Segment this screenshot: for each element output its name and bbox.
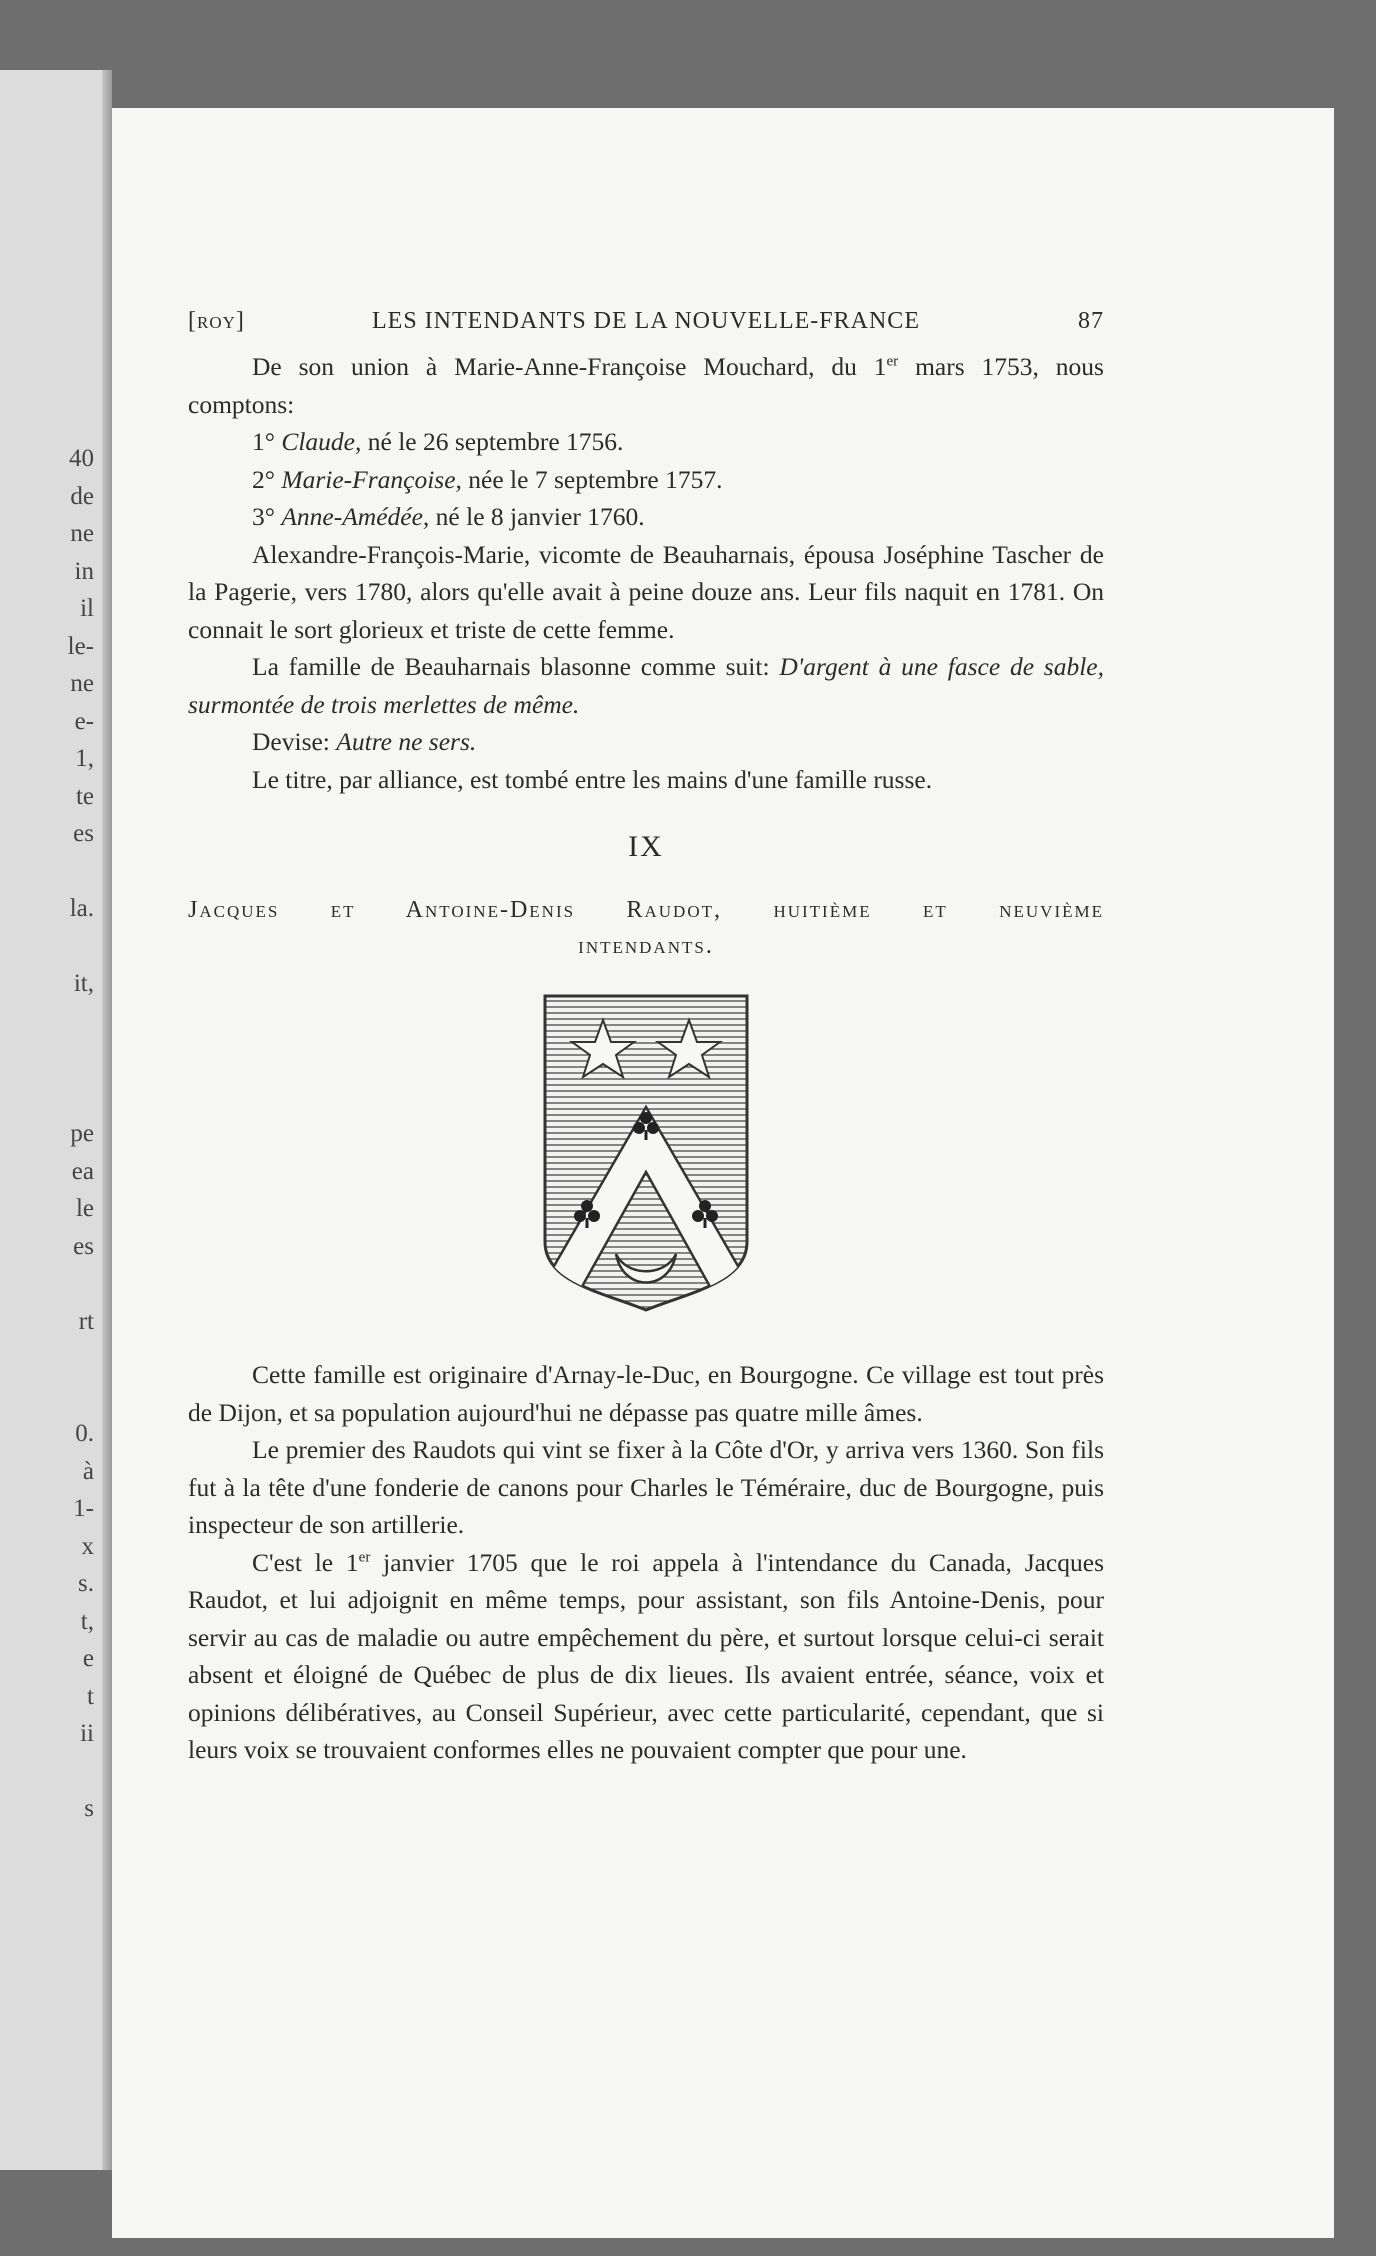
facing-page-fragment [0, 1753, 100, 1791]
body-paragraph: Le premier des Raudots qui vint se fixer à la Côte d'Or, y arriva vers 1360. Son fils fut à la tête d'une fonderie de canons pour Charles le Téméraire, duc de Bourgogne, puis inspecteur de son artillerie. [188, 1435, 1104, 1539]
facing-page-fragment: rt [78, 1307, 94, 1335]
facing-page-fragment: pe [70, 1120, 94, 1147]
facing-page-fragment: 0. [75, 1420, 94, 1447]
list-item: 3° Anne-Amédée, né le 8 janvier 1760. [252, 502, 645, 531]
facing-page-edge [0, 70, 112, 2170]
facing-page-fragment: t [87, 1682, 94, 1710]
intro-text-end: mars 1753, nous comptons: [188, 352, 1104, 419]
facing-page-fragment: 1- [73, 1495, 94, 1522]
page-fold-shadow [102, 70, 112, 2170]
facing-page-fragment: le [75, 1195, 94, 1222]
titre-paragraph: Le titre, par alliance, est tombé entre les mains d'une famille russe. [252, 764, 933, 794]
facing-page-fragment: ne [70, 670, 94, 697]
section-number: IX [628, 830, 664, 863]
children-list [188, 423, 1104, 536]
list-item: 2° Marie-Françoise, née le 7 septembre 1757. [252, 464, 723, 494]
facing-page-fragment: e [82, 1645, 94, 1672]
section-title [188, 892, 1104, 964]
facing-page-fragment: ea [71, 1157, 94, 1185]
facing-page-fragment [0, 1265, 100, 1303]
facing-page-fragment: s [84, 1795, 94, 1822]
devise-paragraph: Devise: Autre ne sers. [252, 727, 477, 756]
intro-paragraph [188, 348, 1104, 423]
facing-page-fragment [0, 1340, 100, 1378]
intro-superscript: er [886, 353, 899, 370]
facing-page-fragment: es [73, 1232, 94, 1260]
facing-page-fragment: ii [80, 1720, 94, 1747]
alexandre-paragraph: Alexandre-François-Marie, vicomte de Beauharnais, épousa Joséphine Tascher de la Pagerie, vers 1780, alors qu'elle avait à peine douze ans. Leur fils naquit en 1781. On connait le sort glorieux et triste de cette femme. [188, 539, 1104, 644]
facing-page-fragment [0, 1003, 100, 1041]
running-head-author: [roy] [188, 308, 245, 334]
facing-page-text-fragments [0, 440, 100, 1828]
facing-page-fragment [0, 1378, 100, 1416]
facing-page-fragment: te [75, 782, 94, 810]
facing-page-fragment: s. [78, 1570, 94, 1597]
book-page [112, 108, 1334, 2238]
facing-page-fragment: it, [73, 970, 94, 997]
blazon-paragraph: La famille de Beauharnais blasonne comme suit: D'argent à une fasce de sable, surmontée de trois merlettes de même. [188, 652, 1105, 719]
facing-page-fragment: la. [69, 895, 94, 922]
running-head-title: LES INTENDANTS DE LA NOUVELLE-FRANCE [372, 308, 920, 334]
facing-page-fragment: es [73, 820, 94, 847]
facing-page-fragment [0, 853, 100, 891]
coat-of-arms-icon [541, 992, 751, 1322]
facing-page-fragment: in [74, 557, 94, 585]
body-paragraph: Cette famille est originaire d'Arnay-le-Duc, en Bourgogne. Ce village est tout près de Dijon, et sa population aujourd'hui ne dépasse pas quatre mille âmes. [188, 1360, 1104, 1427]
section-title-line: intendants. [578, 933, 714, 959]
intro-text: De son union à Marie-Anne-Françoise Mouchard, du 1 [252, 352, 887, 381]
facing-page-fragment: e- [74, 707, 94, 735]
list-item: 1° Claude, né le 26 septembre 1756. [252, 427, 624, 456]
page-content [188, 308, 1104, 1769]
section-title-line: Jacques et Antoine-Denis Raudot, huitième et neuvième [188, 897, 1104, 923]
facing-page-fragment: 1, [75, 745, 94, 772]
facing-page-fragment: x [81, 1532, 94, 1560]
page-number: 87 [1078, 308, 1104, 334]
facing-page-fragment [0, 1040, 100, 1078]
facing-page-fragment: il [80, 595, 94, 622]
facing-page-fragment: 40 [69, 445, 94, 472]
facing-page-fragment: à [82, 1457, 94, 1485]
facing-page-fragment: de [70, 482, 94, 510]
last-paragraph: C'est le 1er janvier 1705 que le roi appela à l'intendance du Canada, Jacques Raudot, et lui adjoignit en même temps, pour assistant, son fils Antoine-Denis, pour servir au cas de maladie ou autre empêchement du père, et surtout lorsque celui-ci serait absent et éloigné de Québec de plus de dix lieues. Ils avaient entrée, séance, voix et opinions délibératives, au Conseil Supérieur, avec cette particularité, cependant, que si leurs voix se trouvaient conformes elles ne pouvaient compter que pour une. [188, 1547, 1104, 1764]
facing-page-fragment: t, [80, 1607, 94, 1635]
facing-page-fragment: le- [67, 632, 94, 660]
facing-page-fragment [0, 1078, 100, 1116]
facing-page-fragment: ne [70, 520, 94, 547]
running-head [188, 308, 1104, 348]
facing-page-fragment [0, 928, 100, 966]
